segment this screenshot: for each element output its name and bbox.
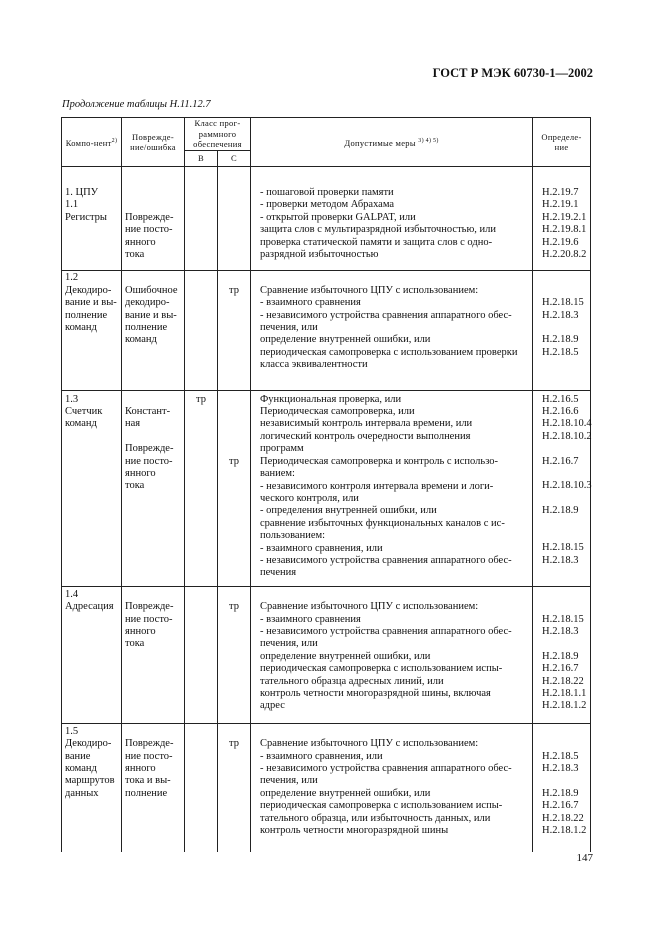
class-c-cell <box>218 723 251 852</box>
measures-cell-line: - открытой проверки GALPAT, или <box>260 211 416 223</box>
component-cell-line: Адресация <box>65 601 114 613</box>
measures-cell-line: Функциональная проверка, или <box>260 393 402 405</box>
measures-cell-line: определение внутренней ошибки, или <box>260 787 431 799</box>
class-b-cell <box>185 390 218 586</box>
measures-cell-line: периодическая самопроверка с использованием испы- <box>260 800 503 812</box>
definition-cell-line: Н.2.18.3 <box>542 554 579 566</box>
definition-cell <box>533 723 591 852</box>
measures-cell-line: программ <box>260 443 304 455</box>
fault-cell-line: полнение <box>125 322 168 334</box>
measures-cell-line: определение внутренней ошибки, или <box>260 334 431 346</box>
definition-cell-line: Н.2.18.9 <box>542 505 579 517</box>
measures-cell-line: контроль четности многоразрядной шины <box>260 825 449 837</box>
measures-cell-line: - взаимного сравнения, или <box>260 542 383 554</box>
measures-cell-line: печения, или <box>260 775 318 787</box>
measures-cell-line: сравнение избыточных функциональных каналов с ис- <box>260 517 505 529</box>
component-cell-line: полнение <box>65 309 108 321</box>
definition-cell-line: Н.2.19.1 <box>542 199 579 211</box>
fault-cell-line: Ошибочное <box>125 284 178 296</box>
component-cell-line: Регистры <box>65 211 107 223</box>
definition-cell-line: Н.2.18.10.3 <box>542 480 592 492</box>
measures-cell-line: - пошаговой проверки памяти <box>260 187 394 198</box>
measures-cell-line: тательного образца, или избыточность данных, или <box>260 812 491 824</box>
component-cell <box>62 271 122 390</box>
measures-cell-line: адрес <box>260 700 285 712</box>
table-row <box>62 723 591 852</box>
measures-cell-line: тательного образца адресных линий, или <box>260 675 444 687</box>
component-cell <box>62 167 122 271</box>
fault-cell-line: Поврежде- <box>125 443 174 455</box>
table-row <box>62 586 591 723</box>
component-cell-line: 1.2 <box>65 272 79 284</box>
class-b-cell-value: тр <box>196 393 206 405</box>
column-header-definition: Определе-ние <box>533 118 591 167</box>
definition-cell-line <box>536 272 587 284</box>
definition-cell-line <box>536 738 587 750</box>
measures-cell-line: определение внутренней ошибки, или <box>260 650 431 662</box>
measures-cell-line <box>254 272 529 284</box>
measures-cell-line: контроль четности многоразрядной шины, включая <box>260 688 491 699</box>
measures-cell-line: Периодическая самопроверка, или <box>260 406 415 418</box>
measures-cell-line: защита слов с мультиразрядной избыточностью, или <box>260 224 497 236</box>
definition-cell-line: Н.2.18.10.4 <box>542 418 592 430</box>
class-c-cell <box>218 167 251 271</box>
fault-cell-line: Поврежде- <box>125 738 174 750</box>
fault-cell-line <box>125 187 181 199</box>
measures-cell-line: - независимого устройства сравнения аппаратного обес- <box>260 763 512 775</box>
measures-cell <box>251 271 533 390</box>
class-c-cell-value: тр <box>229 601 239 613</box>
component-cell-line: Декодиро- <box>65 284 112 296</box>
fault-cell-line: ние посто- <box>125 750 173 762</box>
component-cell-line: 1.1 <box>65 199 79 211</box>
fault-cell <box>122 390 185 586</box>
measures-cell-line: Сравнение избыточного ЦПУ с использованием: <box>260 738 479 750</box>
table-row <box>62 167 591 271</box>
measures-cell-line: независимый контроль интервала времени, или <box>260 418 473 430</box>
component-cell-line: вание <box>65 750 91 762</box>
measures-cell <box>251 723 533 852</box>
fault-cell-line: вание и вы- <box>125 309 177 321</box>
measures-cell-line: - взаимного сравнения <box>260 613 361 625</box>
column-header-software-class: Класс прог-раммного обеспечения <box>185 118 251 151</box>
component-cell-line: маршрутов <box>65 775 115 787</box>
measures-cell-line: класса эквивалентности <box>260 359 368 371</box>
fault-cell-line: янного <box>125 763 156 775</box>
measures-cell-line: печения <box>260 567 297 579</box>
fault-cell-line: ние посто- <box>125 224 173 236</box>
measures-cell-line <box>254 726 529 738</box>
definition-cell-line: Н.2.19.2.1 <box>542 211 587 223</box>
fault-cell-line: команд <box>125 334 157 346</box>
measures-cell-line: - независимого устройства сравнения аппаратного обес- <box>260 625 512 637</box>
fault-cell-line: полнение <box>125 787 168 799</box>
fault-cell-line: тока и вы- <box>125 775 171 787</box>
definition-cell-line: Н.2.16.5 <box>542 393 579 405</box>
definition-cell-line: Н.2.16.7 <box>542 455 579 467</box>
class-b-cell <box>185 723 218 852</box>
measures-cell-line: - независимого контроля интервала времени и логи- <box>260 480 494 492</box>
fault-cell <box>122 586 185 723</box>
definition-cell-line <box>536 359 587 371</box>
fault-cell-line: Поврежде- <box>125 601 174 613</box>
class-b-cell <box>185 271 218 390</box>
fault-cell-line: Констант- <box>125 406 171 418</box>
measures-cell-line: Сравнение избыточного ЦПУ с использованием: <box>260 284 479 296</box>
measures-cell-line: пользованием: <box>260 530 326 542</box>
component-cell-line: 1.5 <box>65 725 79 737</box>
column-header-fault: Поврежде-ние/ошибка <box>122 118 185 167</box>
measures-cell-line: проверка статической памяти и защита слов с одно- <box>260 236 493 248</box>
measures-cell <box>251 167 533 271</box>
measures-cell-line: - независимого устройства сравнения аппаратного обес- <box>260 554 512 566</box>
fault-cell-line: янного <box>125 468 156 480</box>
class-c-cell-value: тр <box>229 455 239 467</box>
measures-cell-line: - независимого устройства сравнения аппаратного обес- <box>260 309 512 321</box>
definition-cell-line <box>536 775 587 787</box>
definition-cell-line: Н.2.18.5 <box>542 346 579 358</box>
measures-cell-line <box>254 589 529 601</box>
definition-cell <box>533 390 591 586</box>
measures-cell-line: - определения внутренней ошибки, или <box>260 505 437 517</box>
definition-cell-line <box>536 493 587 505</box>
fault-cell-line <box>125 394 181 406</box>
component-cell-line: Декодиро- <box>65 738 112 750</box>
definition-cell-line: Н.2.18.9 <box>542 787 579 799</box>
definition-cell-line: Н.2.18.22 <box>542 675 584 687</box>
measures-cell-line: периодическая самопроверка с использованием испы- <box>260 663 503 675</box>
definition-cell-line: Н.2.18.22 <box>542 812 584 824</box>
measures-cell-line: - проверки методом Абрахама <box>260 199 395 211</box>
table-body <box>62 167 591 853</box>
measures-cell-line: ческого контроля, или <box>260 492 359 504</box>
component-cell-line: Счетчик <box>65 406 103 418</box>
fault-cell-line <box>125 431 181 443</box>
component-cell <box>62 586 122 723</box>
fault-cell <box>122 723 185 852</box>
definition-cell-line: Н.2.19.6 <box>542 236 579 248</box>
definition-cell <box>533 271 591 390</box>
definition-cell-line <box>536 443 587 455</box>
component-cell-line: 1.3 <box>65 393 79 405</box>
definition-cell-line: Н.2.18.15 <box>542 613 584 625</box>
table-row <box>62 271 591 390</box>
definition-cell-line: Н.2.19.7 <box>542 187 579 198</box>
definition-cell-line: Н.2.16.6 <box>542 406 579 418</box>
page-number: 147 <box>576 852 593 864</box>
fault-cell-line <box>125 199 181 211</box>
component-cell-line: 1. ЦПУ <box>65 187 99 198</box>
fault-cell-line: декодиро- <box>125 297 170 309</box>
measures-cell-line: - взаимного сравнения, или <box>260 750 383 762</box>
class-c-cell <box>218 586 251 723</box>
component-cell-line: вание и вы- <box>65 297 117 309</box>
component-cell-line: команд <box>65 418 97 430</box>
fault-cell-line: ние посто- <box>125 613 173 625</box>
component-cell <box>62 723 122 852</box>
component-cell <box>62 390 122 586</box>
definition-cell-line: Н.2.18.15 <box>542 542 584 554</box>
definition-cell-line: Н.2.18.10.2 <box>542 430 592 442</box>
measures-cell-line: - взаимного сравнения <box>260 297 361 309</box>
measures-cell-line: логический контроль очередности выполнения <box>260 430 471 442</box>
measures-cell-line: Периодическая самопроверка и контроль с использо- <box>260 455 499 467</box>
fault-cell-line: тока <box>125 249 145 260</box>
definition-cell <box>533 167 591 271</box>
measures-cell-line: периодическая самопроверка с использованием проверки <box>260 346 518 358</box>
fault-cell-line: янного <box>125 236 156 248</box>
definition-cell-line: Н.2.18.1.1 <box>542 687 587 699</box>
definition-cell-line: Н.2.18.1.2 <box>542 700 587 712</box>
table-row <box>62 390 591 586</box>
fault-cell-line: тока <box>125 638 145 650</box>
definition-cell <box>533 586 591 723</box>
definition-cell-line <box>536 468 587 480</box>
column-header-class-b: В <box>185 151 218 167</box>
fault-cell <box>122 167 185 271</box>
document-header: ГОСТ Р МЭК 60730-1—2002 <box>432 66 593 80</box>
definition-cell-line <box>536 601 587 613</box>
definition-cell-line: Н.2.16.7 <box>542 663 579 675</box>
definition-cell-line: Н.2.18.9 <box>542 650 579 662</box>
definition-cell-line: Н.2.18.3 <box>542 309 579 321</box>
column-header-component: Компо-нент$^{2)}$ <box>62 118 122 167</box>
measures-table <box>61 117 591 852</box>
definition-cell-line <box>536 518 587 530</box>
definition-cell-line: Н.2.18.9 <box>542 334 579 346</box>
fault-cell-line <box>125 726 181 738</box>
class-b-cell <box>185 167 218 271</box>
measures-cell-line: ванием: <box>260 468 295 480</box>
fault-cell-line: янного <box>125 625 156 637</box>
definition-cell-line <box>536 530 587 542</box>
component-cell-line: команд <box>65 322 97 334</box>
definition-cell-line: Н.2.18.5 <box>542 750 579 762</box>
definition-cell-line <box>536 322 587 334</box>
definition-cell-line: Н.2.18.3 <box>542 763 579 774</box>
fault-cell-line <box>125 589 181 601</box>
definition-cell-line: Н.2.20.8.2 <box>542 249 587 261</box>
definition-cell-line <box>536 567 587 579</box>
measures-cell <box>251 390 533 586</box>
definition-cell-line <box>536 589 587 601</box>
class-c-cell <box>218 390 251 586</box>
definition-cell-line: Н.2.18.15 <box>542 297 584 309</box>
measures-cell-line: разрядной избыточностью <box>260 249 379 261</box>
measures-cell-line: печения, или <box>260 322 318 334</box>
class-b-cell <box>185 586 218 723</box>
definition-cell-line: Н.2.18.1.2 <box>542 825 587 837</box>
measures-cell-line: Сравнение избыточного ЦПУ с использованием: <box>260 601 479 613</box>
column-header-measures: Допустимые меры $^{3) 4) 5)}$ <box>251 118 533 167</box>
definition-cell-line <box>536 638 587 650</box>
definition-cell-line <box>536 285 587 297</box>
component-cell-line: данных <box>65 787 99 799</box>
class-c-cell-value: тр <box>229 738 239 750</box>
fault-cell-line: ная <box>125 418 141 430</box>
fault-cell-line: Поврежде- <box>125 211 174 223</box>
table-caption: Продолжение таблицы Н.11.12.7 <box>62 99 211 110</box>
measures-cell-line: печения, или <box>260 638 318 650</box>
definition-cell-line <box>536 726 587 738</box>
column-header-class-c: С <box>218 151 251 167</box>
definition-cell-line: Н.2.18.3 <box>542 625 579 637</box>
component-cell-line: команд <box>65 763 97 775</box>
fault-cell-line <box>125 272 181 284</box>
class-c-cell-value: тр <box>229 284 239 296</box>
class-c-cell <box>218 271 251 390</box>
fault-cell <box>122 271 185 390</box>
definition-cell-line: Н.2.16.7 <box>542 800 579 812</box>
fault-cell-line: тока <box>125 480 145 492</box>
component-cell-line: 1.4 <box>65 588 79 600</box>
definition-cell-line: Н.2.19.8.1 <box>542 224 587 236</box>
fault-cell-line: ние посто- <box>125 455 173 467</box>
measures-cell <box>251 586 533 723</box>
